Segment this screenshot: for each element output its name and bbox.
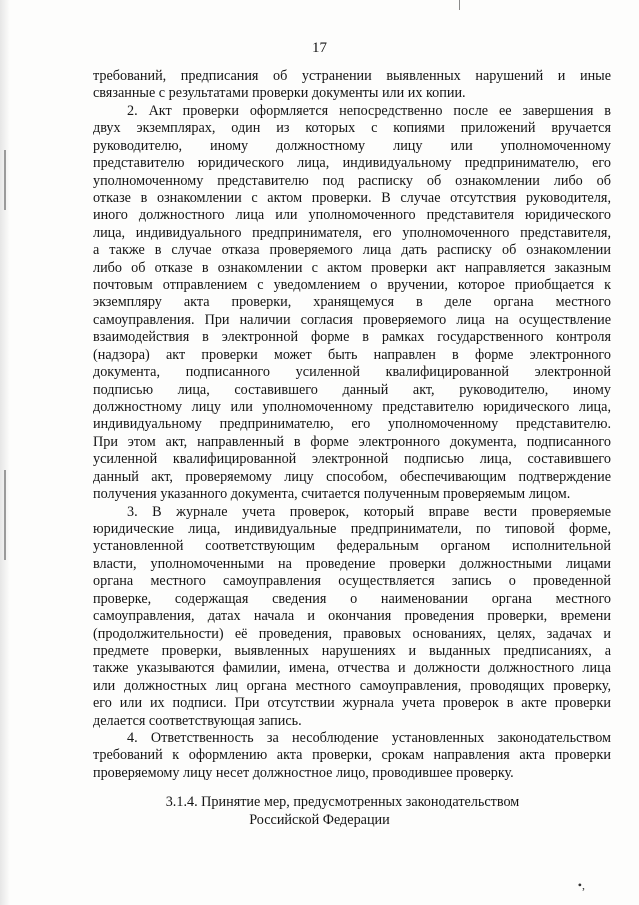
text-line: самоуправления. При наличии согласия проверяемого лица на осуществление <box>93 311 611 328</box>
text-line: 4. Ответственность за несоблюдение установленных законодательством <box>127 730 611 747</box>
text-line: представителю юридического лица, индивидуальному предпринимателю, его <box>93 155 611 172</box>
text-line: отказе в ознакомлении с актом проверки. В случае отсутствия руководителя, <box>93 189 611 206</box>
text-line: или должностных лиц органа местного самоуправления, проводящих проверку, <box>93 677 611 694</box>
text-line: данный акт, проверяемому лицу способом, обеспечивающим подтверждение <box>93 468 611 485</box>
text-line: требований к оформлению акта проверки, срокам направления акта проверки <box>93 747 611 764</box>
scan-edge <box>0 0 10 905</box>
text-line: индивидуальному предпринимателю, его уполномоченному представителю. <box>93 416 611 433</box>
text-line: При этом акт, направленный в форме электронного документа, подписанного <box>93 433 611 450</box>
scan-mark <box>4 470 6 560</box>
page-number: 17 <box>312 40 327 56</box>
section-heading <box>0 793 639 829</box>
text-line: 2. Акт проверки оформляется непосредственно после ее завершения в <box>127 102 611 119</box>
scan-mark <box>4 150 6 210</box>
text-line: документа, подписанного усиленной квалифицированной электронной <box>93 364 611 381</box>
text-line: требований, предписания об устранении выявленных нарушений и иные <box>93 68 611 84</box>
text-line: а также в случае отказа проверяемого лица дать расписку об ознакомлении <box>93 242 611 259</box>
text-line: установленной соответствующим федеральным органом исполнительной <box>93 538 611 555</box>
text-line: руководителю, иному должностному лицу или уполномоченному <box>93 137 611 154</box>
text-line: (надзора) акт проверки может быть направлен в форме электронного <box>93 346 611 363</box>
section-heading-line: 3.1.4. Принятие мер, предусмотренных законодательством <box>165 794 520 810</box>
text-line: проверяемому лицу несет должностное лицо, проводившее проверку. <box>93 764 514 781</box>
text-line: должностному лицу или уполномоченному представителю юридического лица, <box>93 399 611 416</box>
text-line: власти, уполномоченными на проведение проверки должностными лицами <box>93 555 611 572</box>
text-line: усиленной квалифицированной электронной подписью лица, составившего <box>93 451 611 468</box>
text-line: взаимодействия в электронной форме в рамках государственного контроля <box>93 329 611 346</box>
text-line: уполномоченному представителю под расписку об ознакомлении либо об <box>93 172 611 189</box>
text-line: экземпляру акта проверки, хранящемуся в деле органа местного <box>93 294 611 311</box>
text-line: его или их подписи. При отсутствии журнала учета проверок в акте проверки <box>93 695 611 712</box>
text-line: либо об отказе в ознакомлении с актом проверки акт направляется заказным <box>93 259 611 276</box>
text-line: получения указанного документа, считается полученным проверяемым лицом. <box>93 486 571 503</box>
text-line: почтовым отправлением с уведомлением о вручении, которое приобщается к <box>93 277 611 294</box>
scan-speck: •, <box>577 878 585 892</box>
text-line: лица, индивидуального предпринимателя, его уполномоченного представителя, <box>93 224 611 241</box>
text-line: (продолжительности) её проведения, правовых основаниях, целях, задачах и <box>93 625 611 642</box>
text-line: иного должностного лица или уполномоченного представителя юридического <box>93 207 611 224</box>
text-line: связанные с результатами проверки документы или их копии. <box>93 85 466 102</box>
text-line: двух экземплярах, один из которых с копиями приложений вручается <box>93 120 611 137</box>
text-line: подписью лица, составившего данный акт, руководителю, иному <box>93 381 611 398</box>
text-line: проверке, содержащая сведения о наименовании органа местного <box>93 590 611 607</box>
text-line: самоуправления, датах начала и окончания проведения проверки, времени <box>93 608 611 625</box>
text-line: 3. В журнале учета проверок, который вправе вести проверяемые <box>127 503 611 520</box>
scan-tick <box>459 0 460 10</box>
text-line: органа местного самоуправления осуществляется запись о проведенной <box>93 573 611 590</box>
text-line: также указываются фамилии, имена, отчества и должности должностного лица <box>93 660 611 677</box>
text-line: юридические лица, индивидуальные предприниматели, по типовой форме, <box>93 520 611 537</box>
text-line: делается соответствующая запись. <box>93 712 302 729</box>
body-text <box>93 68 611 782</box>
section-heading-line: Российской Федерации <box>249 812 390 828</box>
text-line: предмете проверки, выявленных нарушениях и выданных предписаниях, а <box>93 642 611 659</box>
